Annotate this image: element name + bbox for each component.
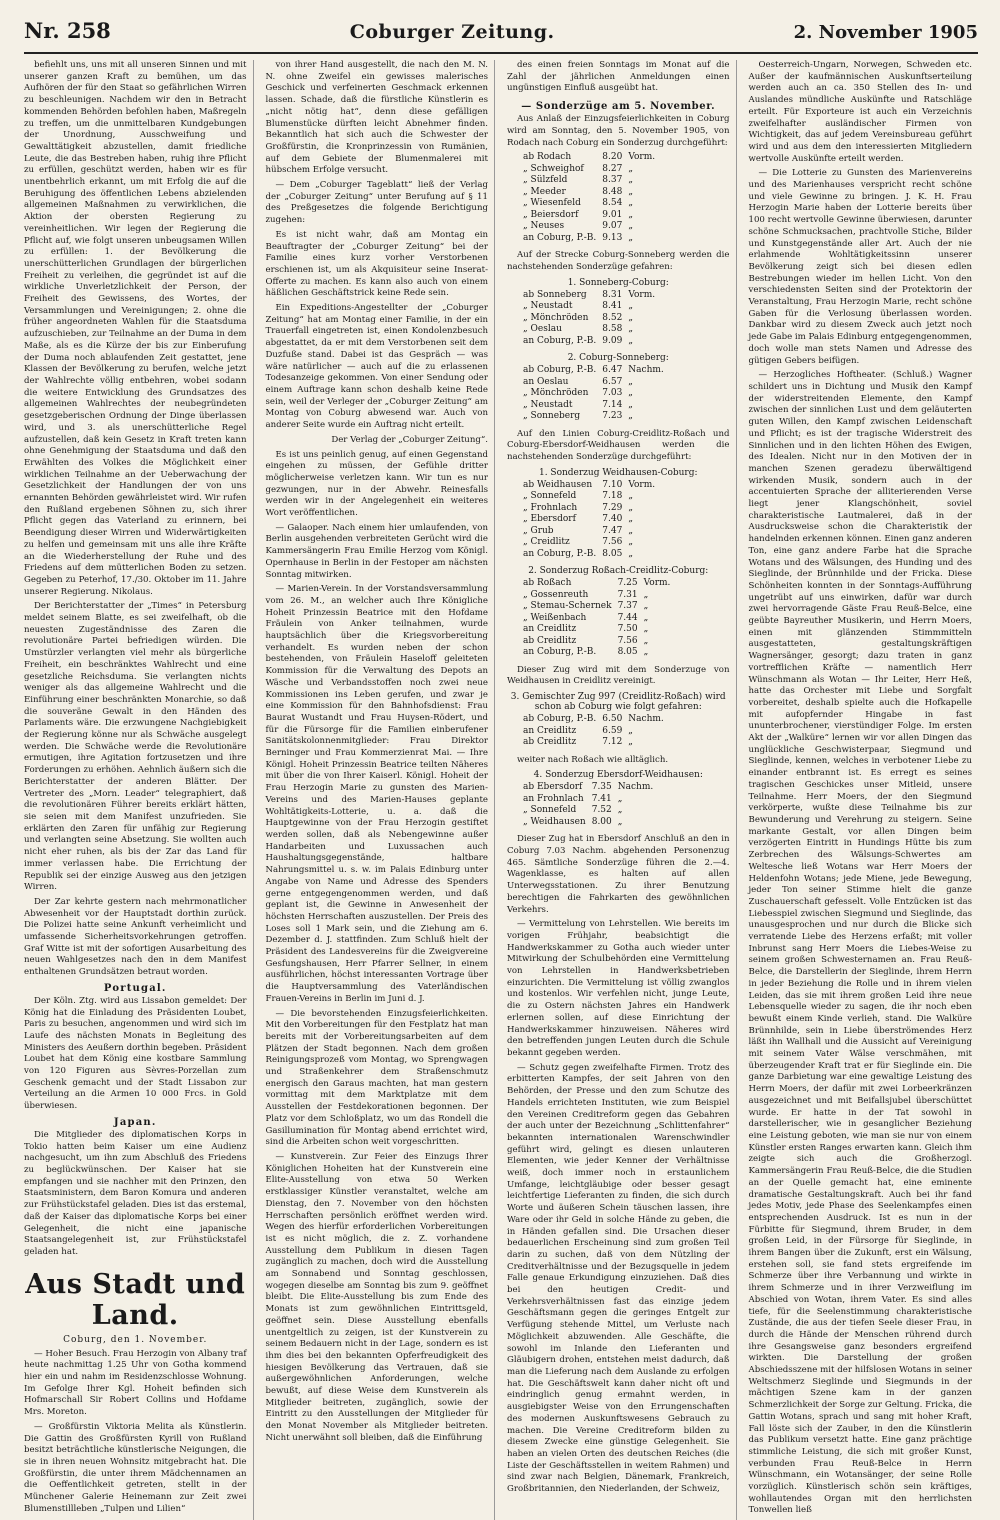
period-cell: „ [628,221,633,232]
station-cell: „ Neustadt [523,301,573,312]
schedule-row [523,198,661,210]
schedule-heading-3: 1. Sonderzug Weidhausen-Coburg: [538,467,698,478]
time-cell: 8.41 [602,301,623,312]
period-cell: „ [628,186,633,197]
schedule-row [523,233,661,245]
time-cell: 8.27 [602,163,623,174]
time-cell: 7.31 [617,589,638,600]
time-cell: 9.09 [602,335,623,346]
station-cell: „ Sülzfeld [523,175,568,186]
period-cell: „ [628,491,633,502]
firmen-schutz-text: — Schutz gegen zweifelhafte Firmen. Trotz des erbitterten Kampfes, der seit Jahren von den Behörden, der Presse und den zum Schutze des Handels errichteten Instituten, wie zum Beispiel den Vereinen Creditreform gegen das Gebahren der auch unter der Bezeichnung „Schlittenfahrer“ bekannten internationalen Warenschwindler geführt wird, gelingt es diesen unlauteren Elementen, wie jeder Kenner der Verhältnisse weiß, doch immer noch in erstaunlichem Umfange, leichtgläubige oder besser gesagt leichtfertige Lieferanten zu finden, die sich durch Worte und äußeren Schein täuschen lassen, ihre Ware oder ihr Geld in solche Hände zu geben, die in Händen gefallen sind. Die Ursachen dieser bedauerlichen Erscheinung sind zum großen Teil darin zu suchen, daß von dem Nützling der Creditverhältnisse und der Bezugsquelle in jedem Falle genaue Erkundigung einzuziehen. Daß dies bei den heutigen Credit- und Verkehrsverhältnissen fast das einzige jedem Geschäftsmann gegen die geringes Entgelt zur Verfügung stehende Mittel, um Verluste nach Möglichkeit abzuwenden. Alle Geschäfte, die sowohl im Inlande den Lieferanten und Gläubigern drohen, entstehen meist dadurch, daß man die Lieferung nach dem Auslande zu erfolgen hat. Die Geschäftswelt kann daher nicht oft und eindringlich genug ermahnt werden, in ausgiebigster Weise von den Errungenschaften des modernen Auskunftswesens Gebrauch zu machen. Die Vereine Creditreform bilden zu diesem Zwecke eine günstige Gelegenheit. Sie haben an vielen Orten des deutschen Reiches (die Liste der Geschäftsstellen in weitem Rahmen) und sind zwar nach Belgien, Dänemark, Frankreich, Großbritannien, den Niederlanden, der Schweiz, [507,1062,730,1495]
period-cell: „ [643,601,649,612]
period-cell: Vorm. [628,289,656,300]
lotterie-text: — Die Lotterie zu Gunsten des Marienvereins und des Marienhauses verspricht recht schöne und viele Gewinne zu bringen. J. K. H. Frau Herzogin Marie haben der Lotterie bereits über 100 recht wertvolle Gewinne überwiesen, darunter schöne Schmucksachen, prachtvolle Stiche, Bilder und Kunstgegenstände aller Art. Auch der nie erlahmende Wohltätigkeitssinn unserer Bevölkerung zeigt sich bei diesen edlen Bestrebungen wieder im hellen Licht. Von den verschiedensten Seiten sind der Protektorin der Veranstaltung, Frau Herzogin Marie, recht schöne Gaben für die Verlosung überlassen worden. Dankbar wird zu diesem Zweck auch jetzt noch jede Gabe im Palais Edinburg entgegengenommen, doch wolle man stets Namen und Adresse des gütigen Gebers beifügen. [748,168,973,366]
period-cell: „ [628,312,633,323]
station-cell: an Coburg, P.-B. [523,548,597,559]
time-cell: 8.54 [602,198,623,209]
schedule-row [523,794,659,806]
hoftheater-text: — Herzogliches Hoftheater. (Schluß.) Wagner schildert uns in Dichtung und Musik den Kampf der widerstreitenden Elemente, den Kampf zwischen der sinnlichen Lust und dem geläuterten guten Willen, den Kampf zwischen Leidenschaft und Pflicht; es ist der tragische Widerstreit des Sinnlichen und in den lichten Höhen des Ewigen, des Idealen. Nicht nur in den Motiven der in manchen Szenen geradezu überwältigend wirkenden Musik, sondern auch in der accentuierten Sprache der alliterierenden Verse liegt jener Klangschönheit, soviel charakteristische Lautmalerei, daß in der Ausdrucksweise schon die Charakteristik der handelnden erkennen können. Einen ganz anderen Ton, eine ganz andere Farbe hat die Sprache Wotans und des Wälsungen, des Hunding und des Sieglinde, der Brünnhilde und der Fricka. Diese Schönheiten konnten in der Sonntags-Aufführung ungetrübt auf uns einwirken, dafür war durch zwei hervorragende Gäste Frau Reuß-Belce, eine geübte Bayreuther Musikerin, und Herrn Moers, einen mit glänzenden Stimmmitteln ausgestatteten, gestaltungskräftigen Wagnersänger, gesorgt; dazu traten in ganz vortrefflichen Kräfte — namentlich Herr Wünschmann als Wotan — Ihr Leiter, Herr Heß, hatte das Orchester mit Liebe und Sorgfalt vorbereitet, deshalb spielte auch die Hofkapelle mit aufopfernder Hingabe in fast ununterbrochener, vierstündiger Folge. Im ersten Akt der „Walküre“ lernen wir vor allen Dingen das unglückliche Geschwisterpaar, Siegmund und Sieglinde, kennen, welches in verbotener Liebe zu einander entbrannt ist. Es erregt es seines tragischen Geschickes unser Mitleid, unsere Teilnahme. Herr Moers, der den Siegmund verkörperte, wußte diese Teilnahme bis zur Bewunderung und Verehrung zu steigern. Seine markante Gestalt, vor allen Dingen beim verzögerten Eintritt in Hundings Hütte bis zum Zerbrechen des Wälsungs-Schwertes am Weltesche ließ Wotans war Herr Moers der Heldenfohn Wotans; jede Miene, jede Bewegung, jeder Ton seiner Stimme hielt die ganze Zuschauerschaft gefesselt. Volle Entzücken ist das Liebesspiel zwischen Siegmund und Sieglinde, das unausgesprochen und nur durch die Blicke sich verratende Liebe des Herzens erfaßt; mit voller Inbrunst sang Herr Moers die Liebes-Weise zu seinem großen Schwesternamen an. Frau Reuß-Belce, die Darstellerin der Sieglinde, ihrem Herrn in jeder Beziehung die Rolle und in ihrem vielen Leiden, das sie mit ihrem großen Leid ihre neue Lebensquelle wieder zu sagen, die ihr noch eben bewußt einem Kinde verlieh, stand. Die Walküre Brünnhilde, sein in Liebe überströmendes Herz läßt ihn Wallhall und die Aussicht auf Vereinigung mit seinem Vater Wälse verschmähen, mit überzeugender Kraft trat er für Sieglinde ein. Die ganze Darbietung war eine gewaltige Leistung des Herrn Moers, der dafür mit zwei Lorbeerkränzen ausgezeichnet und mit Beifallsjubel überschüttet wurde. Er hatte in der Tat sowohl in darstellerischer, wie in gesanglicher Beziehung eine Leistung geboten, wie man sie nur von einem Künstler ersten Ranges erwarten kann. Gleich ihm zeigte sich auch die Großherzogl. Kammersängerin Frau Reuß-Belce, die die Studien an der Quelle gemacht hat, eine eminente dramatische Gestaltungskraft. Auch bei ihr fand jedes Motiv, jede Phase des Seelenkampfes einen entsprechenden Ausdruck. Ist es nun in der Fürbitte für Siegmund, ihrem Bruder, in dem großen Leid, in der Fürsorge für Sieglinde, in ihrem Bangen über die Zukunft, erst ein Wälsung, erstehen soll, sie fand stets ergreifende im Schmerze über ihre Verbannung und wirkte in ihrem Schmerze und in ihrer Verzweiflung im Abschied von Wotan, ihrem Vater. Es sind alles tiefe, für die Seelenstimmung charakteristische Zustände, die aus der tiefen Seele dieser Frau, in durch die Hände der Menschen rührend durch ihre Gesangsweise ganz besonders ergreifend wirkten. Die Darstellung der großen Abschiedsszene mit der hilfslosen Wotans in seiner Weltschmerz Sieglinde und Siegmunds in der mächtigen Szene kam in der ganzen Schmerzlichkeit der Sorge zur Geltung. Fricka, die Gattin Wotans, sprach und sang mit hoher Kraft, Fall löste sich der Zauber, in den die Künstlerin das Publikum versetzt hatte. Eine ganz prächtige stimmliche Leistung, die sich mit großer Kunst, verbunden Frau Reuß-Belce in Herrn Wünschmann, ein Wotansänger, der seine Rolle vorzüglich. Künstlerisch schön sein kräftiges, wohllautendes Organ mit den herrlichsten Tonwellen ließ [748,370,972,1516]
section-title: Aus Stadt und Land. [25,1268,246,1331]
period-cell: „ [628,399,633,410]
schedule-row [523,480,661,492]
kunstverein-text: — Kunstverein. Zur Feier des Einzugs Ihrer Königlichen Hoheiten hat der Kunstverein eine Elite-Ausstellung von etwa 50 Werken erstklassiger Künstler veranstaltet, welche am Dienstag, den 7. November von den höchsten Herrschaften persönlich eröffnet werden wird. Wegen des hierfür erforderlichen Vorbereitungen ist es nicht möglich, die z. Z. vorhandene Ausstellung dem Publikum in diesen Tagen zugänglich zu machen, doch wird die Ausstellung am Sonnabend und Sonntag geschlossen, wogegen dieselbe am Sonntag bis zum 9. geöffnet bleibt. Die Elite-Ausstellung bis zum Ende des Monats ist zum gewöhnlichen Eintrittsgeld, geöffnet sein. Diese Ausstellung ebenfalls unentgeltlich zu zeigen, ist der Kunstverein zu seinem Bedauern nicht in der Lage, sondern es ist ihm dies bei den bekannten Opferfreudigkeit des hiesigen Bevölkerung das Vertrauen, daß sie außergewöhnlichen Anforderungen, welche bewußt, auf diese Weise dem Kunstverein als Mitglieder beitreten, zugänglich, sowie der Eintritt zu den Ausstellungen der Mitglieder für den Monat November als Mitglieder beitreten. Nicht unerwähnt soll bleiben, daß die Einführung [265,1151,488,1443]
station-cell: an Coburg, P.-B. [523,647,597,658]
period-cell: „ [628,232,633,243]
time-cell: 7.10 [602,479,623,490]
schedule-row [523,187,661,199]
issue-number: Nr. 258 [24,18,111,43]
time-cell: 7.29 [602,502,623,513]
schedule-heading-2: 2. Coburg-Sonneberg: [567,353,669,364]
schedule-row [523,210,661,222]
schedule-row [523,647,676,659]
schedule-row [523,221,661,233]
schedule-row [523,164,661,176]
station-cell: an Oeslau [523,376,569,387]
portugal-text: Der Köln. Ztg. wird aus Lissabon gemeldet: Der König hat die Einladung des Präsidenten Loubet, Paris zu besuchen, angenommen und wird sich im Laufe des nächsten Monats in Begleitung des Ministers des Aeußern dorthin begeben. Präsident Loubet hat dem König eine kostbare Sammlung von 120 Figuren aus Sèvres-Porzellan zum Geschenk gemacht und der Stadt Lissabon zur Verteilung an die Armen 10 000 Frcs. in Gold überwiesen. [24,995,247,1112]
time-cell: 7.47 [602,525,623,536]
time-cell: 7.44 [617,612,638,623]
period-cell: „ [628,175,633,186]
vereinigt-text: Dieser Zug wird mit dem Sonderzuge von Weidhausen in Creidlitz vereinigt. [507,664,730,687]
period-cell: „ [617,793,623,804]
period-cell: Nachm. [628,365,664,376]
time-cell: 8.52 [602,312,623,323]
schedule-coburg-sonneberg [523,365,670,423]
sonderzuege-heading: — Sonderzüge am 5. November. [521,101,716,113]
column-1 [24,60,254,1520]
period-cell: Vorm. [643,578,671,589]
einzugsfeier-text: — Die bevorstehenden Einzugsfeierlichkeiten. Mit den Vorbereitungen für den Festplatz hat man bereits mit der Vorbereitungsarbeiten auf dem Plätzen der Stadt begonnen. Nach dem großen Reinigungsprozeß vom Montag, wo Sprengwagen und Straßenkehrer dem Straßenschmutz energisch den Garaus machten, hat man gestern vormittag mit dem Marktplatze mit dem Ausstellen der Festdekorationen begonnen. Der Platz vor dem Schloßplatz, wo um das Rondell die Gasillumination für Montag abend errichtet wird, sind die Arbeiten schon weit vorgeschritten. [265,1008,488,1148]
schedule-heading-6: 4. Sonderzug Ebersdorf-Weidhausen: [533,770,703,781]
paper-title: Coburger Zeitung. [349,21,555,43]
article-columns [24,60,978,1516]
time-cell: 7.41 [591,793,612,804]
zar-return: Der Zar kehrte gestern nach mehrmonatlicher Abwesenheit vor der Hauptstadt dorthin zurück. Die Polizei hatte seine Ankunft verheimlicht und umfassende Sicherheitsvorkehrungen getroffen. Graf Witte ist mit der sofortigen Ausarbeitung des neuen Wahlgesetzes nach den in dem Manifest enthaltenen Grundsätzen betraut worden. [24,896,247,978]
period-cell: „ [628,737,633,748]
station-cell: an Frohnlach [523,793,584,804]
schedule-row [523,817,659,829]
column-3 [507,60,737,1520]
station-cell: ab Roßach [523,578,572,589]
time-cell: 8.48 [602,186,623,197]
station-cell: „ Wiesenfeld [523,198,581,209]
station-cell: „ Mönchröden [523,312,589,323]
verlag-signature: Der Verlag der „Coburger Zeitung“. [331,434,488,445]
station-cell: „ Mönchröden [523,388,589,399]
time-cell: 8.20 [602,152,623,163]
station-cell: „ Creidlitz [523,537,570,548]
issue-date: 2. November 1905 [793,22,978,43]
station-cell: „ Meeder [523,186,566,197]
melita-continued: von ihrer Hand ausgestellt, die nach den M. N. N. ohne Zweifel ein gewisses malerisches Geschick und verfeinerten Geschmack erkennen lassen. Schade, daß die fürstliche Künstlerin es „nicht nötig hat“, denn diese gefälligen Blumenstücke dürften leicht Abnehmer finden. Bekanntlich hat sich auch die Schwester der Großfürstin, die Kronprinzessin von Rumänien, auf dem Gebiete der Blumenmalerei mit hübschem Erfolge versucht. [265,60,488,176]
period-cell: „ [628,209,633,220]
marien-verein-text: — Marien-Verein. In der Vorstandsversammlung vom 26. M., an welcher auch Ihre Königliche Hoheit Prinzessin Beatrice mit den Hofdame Fräulein von Anker teilnahmen, wurde hauptsächlich über die Kriegsvorbereitung verhandelt. Es wurden neben der schon bestehenden, von Fräulein Haseloff geleiteten Kommission für die Verwaltung des Depots an Wäsche und Verbandsstoffen noch zwei neue Kommissionen ins Leben gerufen, und zwar je eine Kommission für den Bahnhofsdienst: Frau Baurat Wustandt und Frau Huysen-Rödert, und für die Fürsorge für die Familien einberufener Sanitätskolonnenmitglieder: Frau Direktor Berninger und Frau Kommerzienrat Mai. — Ihre Königl. Hoheit Prinzessin Beatrice teilten Näheres mit über die von Ihrer Kaiserl. Königl. Hoheit der Frau Herzogin Marie zu gunsten des Marien-Vereins und des Marien-Hauses geplante Wohltätigkeits-Lotterie, u. a. daß die Hauptgewinne von der Frau Herzogin gestiftet werden sollen, daß als Nebengewinne außer Handarbeiten und Luxussachen auch Haushaltungsgegenstände, haltbare Nahrungsmittel u. s. w. im Palais Edinburg unter Angabe von Name und Adresse des Spenders gerne entgegengenommen werden, und daß geplant ist, die Gewinne in Anwesenheit der höchsten Herrschaften auszustellen. Der Preis des Loses soll 1 Mark sein, und die Ziehung am 6. Dezember d. J. stattfinden. Zum Schluß hielt der Präsident des Landesvereins für die Zweigvereine Gesfungshausen, Herr Pfarrer Sellner, in einem ausführlichen, höchst interessanten Vortrage über die Hauptversammlung des Vaterländischen Frauen-Vereins in Berlin im Juni d. J. [265,584,488,1004]
schedule-row [523,737,670,749]
station-cell: an Coburg, P.-B. [523,335,597,346]
station-cell: „ Weißenbach [523,612,587,623]
time-cell: 7.52 [591,805,612,816]
schedule-sonneberg-coburg [523,290,661,348]
station-cell: „ Sonneberg [523,411,581,422]
time-cell: 8.05 [617,647,638,658]
dateline: Coburg, den 1. November. [63,1334,208,1345]
time-cell: 7.18 [602,491,623,502]
station-cell: ab Creidlitz [523,737,577,748]
period-cell: „ [628,514,633,525]
tageblatt-notice: — Dem „Coburger Tageblatt“ ließ der Verlag der „Coburger Zeitung“ unter Berufung auf § 11 des Preßgesetzes die folgende Berichtigung zugehen: [265,180,488,226]
period-cell: Vorm. [628,479,656,490]
time-cell: 7.14 [602,399,623,410]
schedule-row [523,301,661,313]
time-cell: 8.37 [602,175,623,186]
masthead [24,18,978,54]
column-2 [266,60,496,1520]
schedule-row [523,537,661,549]
schedule-row [523,313,661,325]
station-cell: an Creidlitz [523,624,577,635]
period-cell: „ [628,376,633,387]
time-cell: 8.00 [591,816,612,827]
period-cell: „ [643,612,649,623]
japan-text: Die Mitglieder des diplomatischen Korps in Tokio hatten beim Kaiser um eine Audienz nachgesucht, um ihn zum Abschluß des Friedens zu beglückwünschen. Der Kaiser hat sie empfangen und sie nachher mit den Prinzen, den Staatsministern, dem Baron Komura und anderen zur Frühstückstafel geladen. Dies ist das erstemal, daß der Kaiser das diplomatische Korps bei einer Gelegenheit, die nicht eine japanische Staatsangelegenheit ist, zur Frühstückstafel geladen hat. [24,1129,247,1257]
time-cell: 7.12 [602,737,623,748]
station-cell: „ Gossenreuth [523,589,589,600]
schedule-row [523,365,670,377]
station-cell: „ Oeslau [523,324,562,335]
auskunft-text: Oesterreich-Ungarn, Norwegen, Schweden etc. Außer der kaufmännischen Auskunftserteilung werden auch an ca. 350 Stellen des In- und Auslandes mündliche Auskünfte und Ratschläge erteilt. Für Exporteure ist auch ein Verzeichnis zweifelhafter ausländischer Firmen von Wichtigkeit, das auf jedem Vereinsbureau geführt wird und aus dem den interessierten Mitgliedern wertvolle Auskünfte erteilt werden. [748,60,972,164]
schedule-rossach-coburg [523,578,676,659]
schedule-row [523,782,659,794]
schedule-row [523,503,661,515]
period-cell: „ [643,589,649,600]
expedition-text: Ein Expeditions-Angestellter der „Coburger Zeitung“ hat am Montag einer Familie, in der ein Trauerfall eingetreten ist, einen Kondolenzbesuch abgestattet, da er mit dem Verstorbenen seit dem Duzfuße stand. Dabei ist das Gespräch — was wäre natürlicher — auch auf die zu erlassenen Todesanzeige gekommen. Von einer Sendung oder einem Auftrage kann schon deshalb keine Rede sein, weil der Verleger der „Coburger Zeitung“ am Montag von Coburg abwesend war. Auch von anderer Seite wurde ein Auftrag nicht erteilt. [265,303,488,431]
station-cell: ab Weidhausen [523,479,593,490]
schedule-heading-1: 1. Sonneberg-Coburg: [567,277,669,288]
schedule-row [523,613,676,625]
period-cell: „ [643,635,649,646]
time-cell: 7.56 [617,635,638,646]
strecke-text: Auf der Strecke Coburg-Sonneberg werden die nachstehenden Sonderzüge gefahren: [507,250,730,272]
schedule-row [523,590,676,602]
schedule-row [523,290,661,302]
station-cell: ab Coburg, P.-B. [523,714,597,725]
schedule-row [523,714,670,726]
station-cell: „ Frohnlach [523,502,578,513]
station-cell: „ Sonnefeld [523,491,577,502]
period-cell: „ [628,163,633,174]
time-cell: 6.57 [602,376,623,387]
station-cell: „ Schweighof [523,163,584,174]
station-cell: „ Sonnefeld [523,805,577,816]
period-cell: Nachm. [628,714,664,725]
schedule-row [523,805,659,817]
lehrstellen-text: — Vermittelung von Lehrstellen. Wie bereits im vorigen Frühjahr, beabsichtigt die Handwerkskammer zu Gotha auch wieder unter Mitwirkung der Schulbehörden eine Vermittelung von Lehrstellen in Handwerksbetrieben einzurichten. Die Vermittelung ist völlig zwanglos und kostenlos. Wir verfehlen nicht, junge Leute, die zu Ostern nächsten Jahres ein Handwerk erlernen sollen, auf diese Einrichtung der Handwerkskammer hinzuweisen. Näheres wird den betreffenden jungen Leuten durch die Schule bekannt gegeben werden. [507,919,730,1058]
schedule-row [523,411,670,423]
station-cell: an Coburg, P.-B. [523,232,597,243]
time-cell: 9.13 [602,232,623,243]
period-cell: „ [628,725,633,736]
heading-portugal: Portugal. [103,982,167,994]
time-cell: 8.31 [602,289,623,300]
time-cell: 9.01 [602,209,623,220]
period-cell: „ [628,198,633,209]
column-4 [749,60,979,1520]
schedule-row [523,636,676,648]
period-cell: Nachm. [617,782,654,793]
time-cell: 7.37 [617,601,638,612]
times-report: Der Berichterstatter der „Times“ in Petersburg meldet seinem Blatte, es sei zweifelhaft, ob die neuesten Zugeständnisse des Zaren die revolutionäre Partei befriedigen würden. Die Umstürzler verlangten viel mehr als bürgerliche Freiheit, ein beschränktes Wahlrecht und eine gesetzliche Reichsduma. Sie verlangten nichts weniger als das allgemeine Wahlrecht und die Einführung einer beschränkten Monarchie, so daß die souveräne Gewalt in den Händen des Parlaments wäre. Die erzwungene Nachgiebigkeit der Regierung könne nur als Schwäche ausgelegt werden. Die Schwäche werde die Revolutionäre ermutigen, ihre Agitation fortzusetzen und ihre Forderungen zu erhöhen. Aehnlich äußern sich die Berichterstatter der anderen Blätter. Der Vertreter des „Morn. Leader“ telegraphiert, daß die revolutionären Führer bereits erklärt hätten, sie seien mit dem Manifest unzufrieden. Sie erklärten den Zaren für unfähig zur Regierung und verlangten seine Absetzung. Sie wollten auch nicht eher ruhen, als bis der Zar das Land für immer verlassen habe. Die Errichtung der Republik sei der einzige Ausweg aus den jetzigen Wirren. [24,601,247,893]
station-cell: „ Ebersdorf [523,514,576,525]
period-cell: „ [628,525,633,536]
period-cell: „ [643,647,649,658]
period-cell: „ [628,537,633,548]
period-cell: Vorm. [628,152,656,163]
period-cell: „ [628,548,633,559]
station-cell: „ Weidhausen [523,816,586,827]
schedule-heading-5: 3. Gemischter Zug 997 (Creidlitz-Roßach) wird schon ab Coburg wie folgt gefahren: [510,692,726,713]
schedule-ebersdorf-weidhausen [523,782,659,828]
sonntag-text: des einen freien Sonntags im Monat auf die Zahl der jährlichen Anmeldungen einen ungünstigen Einfluß ausgeübt hat. [507,60,730,94]
schedule-row [523,491,661,503]
anschluss-text: Dieser Zug hat in Ebersdorf Anschluß an den in Coburg 7.03 Nachm. abgehenden Personenzug 465. Sämtliche Sonderzüge führen die 2.—4. Wagenklasse, es halten auf allen Unterwegsstationen. Zu ihrer Benutzung berechtigen die Fahrkarten des gewöhnlichen Verkehrs. [507,834,730,915]
schedule-rodach [523,152,661,244]
schedule-zug-997 [523,714,670,749]
time-cell: 7.40 [602,514,623,525]
time-cell: 7.50 [617,624,638,635]
sonderzuege-intro: Aus Anlaß der Einzugsfeierlichkeiten in Coburg wird am Sonntag, den 5. November 1905, von Rodach nach Coburg ein Sonderzug durchgeführt: [507,114,730,148]
station-cell: ab Sonneberg [523,289,587,300]
time-cell: 8.05 [602,548,623,559]
time-cell: 7.56 [602,537,623,548]
schedule-row [523,336,661,348]
schedule-row [523,152,661,164]
period-cell: „ [628,335,633,346]
time-cell: 6.50 [602,714,623,725]
station-cell: „ Grub [523,525,554,536]
time-cell: 8.58 [602,324,623,335]
period-cell: „ [628,411,633,422]
station-cell: ab Ebersdorf [523,782,583,793]
schedule-row [523,175,661,187]
schedule-row [523,324,661,336]
berichtigung-text: Es ist nicht wahr, daß am Montag ein Beauftragter der „Coburger Zeitung“ bei der Familie eines kurz vorher Verstorbenen erschienen ist, um als Akquisiteur seine Inserat-Offerte zu machen. Es kann also auch von einem häßlichen Geschäftstrick keine Rede sein. [265,229,488,299]
station-cell: an Creidlitz [523,725,577,736]
time-cell: 7.25 [617,578,638,589]
period-cell: „ [628,324,633,335]
heading-japan: Japan. [113,1116,157,1128]
period-cell: „ [617,816,623,827]
station-cell: „ Neustadt [523,399,573,410]
schedule-weidhausen-coburg [523,480,661,561]
time-cell: 6.59 [602,725,623,736]
galaoper-text: — Galaoper. Nach einem hier umlaufenden, von Berlin ausgehenden verbreiteten Gerücht wird die Kammersängerin Frau Emilie Herzog vom Königl. Opernhause in Berlin in der Festoper am nächsten Sonntag mitwirken. [265,522,488,580]
period-cell: „ [643,624,649,635]
schedule-row [523,514,661,526]
schedule-row [523,624,676,636]
hoher-besuch-text: — Hoher Besuch. Frau Herzogin von Albany traf heute nachmittag 1.25 Uhr von Gotha kommend hier ein und nahm im Residenzschlosse Wohnung. Im Gefolge Ihrer Kgl. Hoheit befinden sich Hofmarschall Sir Robert Collins und Hofdame Mrs. Moreton. [24,1348,247,1418]
period-cell: „ [628,388,633,399]
station-cell: „ Stemau-Schernek [523,601,612,612]
period-cell: „ [628,502,633,513]
schedule-row [523,388,670,400]
schedule-row [523,726,670,738]
schedule-row [523,526,661,538]
station-cell: ab Creidlitz [523,635,577,646]
schedule-heading-4: 2. Sonderzug Roßach-Creidlitz-Coburg: [528,566,709,577]
station-cell: „ Neuses [523,221,565,232]
schedule-row [523,377,670,389]
schedule-row [523,400,670,412]
time-cell: 7.35 [591,782,612,793]
schedule-row [523,549,661,561]
station-cell: ab Rodach [523,152,572,163]
period-cell: „ [628,301,633,312]
station-cell: ab Coburg, P.-B. [523,365,597,376]
station-cell: „ Beiersdorf [523,209,579,220]
time-cell: 7.03 [602,388,623,399]
schedule-row [523,578,676,590]
period-cell: „ [617,805,623,816]
time-cell: 9.07 [602,221,623,232]
schedule-row [523,601,676,613]
manifesto-text: befiehlt uns, uns mit all unseren Sinnen und mit unserer ganzen Kraft zu bemühen, um das Aufhören der für den Staat so gefährlichen Wirren zu beschleunigen. Nachdem wir den in Betracht kommenden Behörden befohlen haben, Maßregeln zu treffen, um die unmittelbaren Kundgebungen der Unordnung, Ausschweifung und Gewalttätigkeit abzustellen, damit friedliche Leute, die das Bestreben haben, ruhig ihre Pflicht zu erfüllen, geschützt werden, haben wir es für unentbehrlich erkannt, um mit Erfolg die auf die Beruhigung des öffentlichen Lebens abzielenden allgemeinen Maßnahmen zu verwirklichen, die Aktion der obersten Regierung zu vereinheitlichen. Wir legen der Regierung die Pflicht auf, wie folgt unseren unbeugsamen Willen zu erfüllen: 1. der Bevölkerung die unerschütterlichen Grundlagen der bürgerlichen Freiheit zu verleihen, die gegründet ist auf die wirkliche Unverletzlichkeit der Person, der Freiheit des Gewissens, des Wortes, der Versammlungen und Vereinigungen; 2. ohne die früher angeordneten Wahlen für die Staatsduma aufzuschieben, zur Teilnahme an der Duma in dem Maße, als es die Kürze der bis zur Einberufung der Duma noch ablaufenden Zeit gestattet, jene Klassen der Bevölkerung zu berufen, welche jetzt der Wahlrechte völlig entbehren, wobei sodann die weitere Entwicklung des Grundsatzes des allgemeinen Wahlrechtes der neubegründeten gesetzgeberischen Ordnung der Dinge überlassen wird, und 3. als unerschütterliche Regel aufzustellen, daß kein Gesetz in Kraft treten kann ohne Genehmigung der Staatsduma und daß den Erwählten des Volkes die Möglichkeit einer wirklichen Teilnahme an der Ueberwachung der Gesetzlichkeit der Handlungen der von uns ernannten Behörden gewährleistet wird. Wir rufen den Rußland ergebenen Söhnen zu, sich ihrer Pflicht gegen das Vaterland zu erinnern, bei Beendigung dieser Wirren und Widerwärtigkeiten zu helfen und gemeinsam mit uns alle ihre Kräfte an die Wiederherstellung der Ruhe und des Friedens auf dem mütterlichen Boden zu setzen. Gegeben zu Peterhof, 17./30. Oktober im 11. Jahre unserer Regierung. Nikolaus. [24,60,247,597]
weiter-text: weiter nach Roßach wie alltäglich. [517,754,669,765]
abwehr-text: Es ist uns peinlich genug, auf einen Gegenstand eingehen zu müssen, der Gefühle dritter möglicherweise verletzen kann. Wir tun es nur gezwungen, nur in der Abwehr. Reinesfalls werden wir in der Angelegenheit ein weiteres Wort veröffentlichen. [265,449,488,519]
time-cell: 6.47 [602,365,623,376]
viktoria-melita-text: — Großfürstin Viktoria Melita als Künstlerin. Die Gattin des Großfürsten Kyrill von Rußland besitzt beträchtliche künstlerische Neigungen, die sie in ihren neuen Wohnsitz mitgebracht hat. Die Großfürstin, die unter ihrem Mädchennamen an die Oeffentlichkeit getreten, stellt in der Münchener Galerie Heinemann zur Zeit zwei Blumenstillleben „Tulpen und Lilien“ [24,1421,247,1514]
time-cell: 7.23 [602,411,623,422]
linien-text: Auf den Linien Coburg-Creidlitz-Roßach und Coburg-Ebersdorf-Weidhausen werden die nachstehenden Sonderzüge durchgeführt: [507,428,730,463]
